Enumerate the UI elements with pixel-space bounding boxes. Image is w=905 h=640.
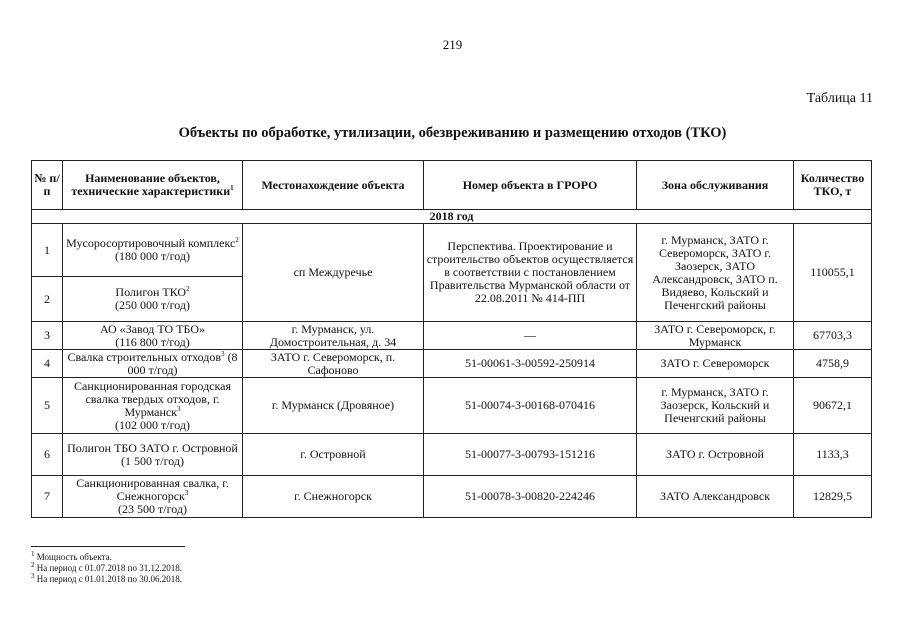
row-name-text: АО «Завод ТО ТБО»: [99, 321, 206, 336]
row-name-sup: 2: [186, 285, 190, 293]
header-location: Местонахождение объекта: [243, 161, 424, 210]
footnote: [31, 552, 182, 563]
row-groro: 51-00078-3-00820-224246: [424, 476, 637, 518]
row-location: г. Снежногорск: [243, 476, 424, 518]
table-row: [32, 476, 872, 518]
row-name-text: Мусоросортировочный комплекс: [66, 236, 236, 250]
row-zone: ЗАТО г. Североморск: [637, 350, 794, 378]
merged-qty: 110055,1: [794, 224, 872, 322]
footnote-text: На период с 01.07.2018 по 31.12.2018.: [34, 563, 183, 573]
row-groro: 51-00061-3-00592-250914: [424, 350, 637, 378]
row-groro: 51-00074-3-00168-070416: [424, 378, 637, 434]
row-num: 6: [32, 434, 63, 476]
row-location: ЗАТО г. Североморск, п. Сафоново: [243, 350, 424, 378]
table-row: [32, 434, 872, 476]
year-row: [32, 210, 872, 224]
row-name-sup: 3: [184, 489, 189, 497]
merged-location: сп Междуречье: [243, 224, 424, 322]
footnote-sup: 1: [31, 550, 35, 558]
row-capacity: (116 800 т/год): [115, 334, 190, 349]
table-row: [32, 350, 872, 378]
page-number: 219: [442, 37, 463, 52]
row-name-text: Полигон ТБО ЗАТО г. Островной: [67, 440, 238, 455]
page-title: Объекты по обработке, утилизации, обезвреживанию и размещению отходов (ТКО): [178, 125, 727, 141]
row-location: г. Островной: [243, 434, 424, 476]
row-zone: ЗАТО г. Североморск, г. Мурманск: [637, 322, 794, 350]
row-num: 7: [32, 476, 63, 518]
row-groro: 51-00077-3-00793-151216: [424, 434, 637, 476]
row-num: 2: [32, 277, 63, 322]
row-qty: 67703,3: [794, 322, 872, 350]
header-zone: Зона обслуживания: [637, 161, 794, 210]
header-name-sup: 1: [230, 184, 234, 192]
row-qty: 12829,5: [794, 476, 872, 518]
header-name: [63, 161, 243, 210]
row-name-text: Санкционированная свалка, г. Снежногорск: [76, 476, 229, 503]
table-row: [32, 378, 872, 434]
footnote-separator: [31, 546, 185, 547]
header-qty: Количество ТКО, т: [794, 161, 872, 210]
footnote: [31, 563, 182, 574]
footnote-sup: 2: [31, 561, 35, 569]
header-groro: Номер объекта в ГРОРО: [424, 161, 637, 210]
footnote-sup: 3: [31, 572, 35, 580]
row-qty: 4758,9: [794, 350, 872, 378]
table-header-row: [32, 161, 872, 210]
row-name: [63, 322, 243, 350]
row-capacity: (250 000 т/год): [115, 298, 190, 312]
row-location: г. Мурманск, ул. Домостроительная, д. 34: [243, 322, 424, 350]
footnote-text: На период с 01.01.2018 по 30.06.2018.: [34, 574, 183, 584]
waste-objects-table: [31, 160, 872, 518]
header-num: № п/п: [32, 161, 63, 210]
row-num: 3: [32, 322, 63, 350]
merged-groro: Перспектива. Проектирование и строительство объектов осуществляется в соответствии с постановлением Правительства Мурманской области от 22.08.2011 № 414-ПП: [424, 224, 637, 322]
row-name: [63, 224, 243, 277]
row-capacity: (180 000 т/год): [115, 249, 190, 263]
row-name: [63, 476, 243, 518]
row-name-text: Полигон ТКО: [115, 285, 187, 299]
row-name-text: Свалка строительных отходов: [67, 349, 222, 364]
row-name-sup: 3: [177, 404, 181, 413]
row-groro: —: [424, 322, 637, 350]
row-location: г. Мурманск (Дровяное): [243, 378, 424, 434]
table-row: [32, 224, 872, 277]
row-num: 1: [32, 224, 63, 277]
row-qty: 1133,3: [794, 434, 872, 476]
merged-zone: г. Мурманск, ЗАТО г. Североморск, ЗАТО г. Заозерск, ЗАТО Александровск, ЗАТО п. Видяево, Кольский и Печенгский районы: [637, 224, 794, 322]
row-zone: ЗАТО г. Островной: [637, 434, 794, 476]
row-capacity: (1 500 т/год): [121, 453, 184, 468]
row-zone: ЗАТО Александровск: [637, 476, 794, 518]
row-num: 5: [32, 378, 63, 434]
row-qty: 90672,1: [794, 378, 872, 434]
row-name-sup: 2: [235, 236, 239, 244]
header-name-text: Наименование объектов, технические характеристики: [71, 171, 231, 198]
year-label: 2018 год: [32, 210, 872, 224]
row-name-sup: 3: [221, 349, 225, 358]
row-zone: г. Мурманск, ЗАТО г. Заозерск, Кольский и Печенгский районы: [637, 378, 794, 434]
row-name: [63, 378, 243, 434]
footnote: [31, 574, 182, 585]
row-capacity: (23 500 т/год): [118, 502, 187, 516]
row-capacity: (102 000 т/год): [115, 417, 190, 432]
row-name-text: Санкционированная городская свалка твердых отходов, г. Мурманск: [74, 378, 231, 419]
table-label: Таблица 11: [806, 91, 873, 106]
row-name: [63, 434, 243, 476]
table-row: [32, 322, 872, 350]
row-capacity: (8 000 т/год): [127, 349, 238, 377]
footnote-text: Мощность объекта.: [34, 552, 112, 562]
row-name: [63, 277, 243, 322]
row-name: [63, 350, 243, 378]
footnotes: [31, 552, 182, 585]
row-num: 4: [32, 350, 63, 378]
